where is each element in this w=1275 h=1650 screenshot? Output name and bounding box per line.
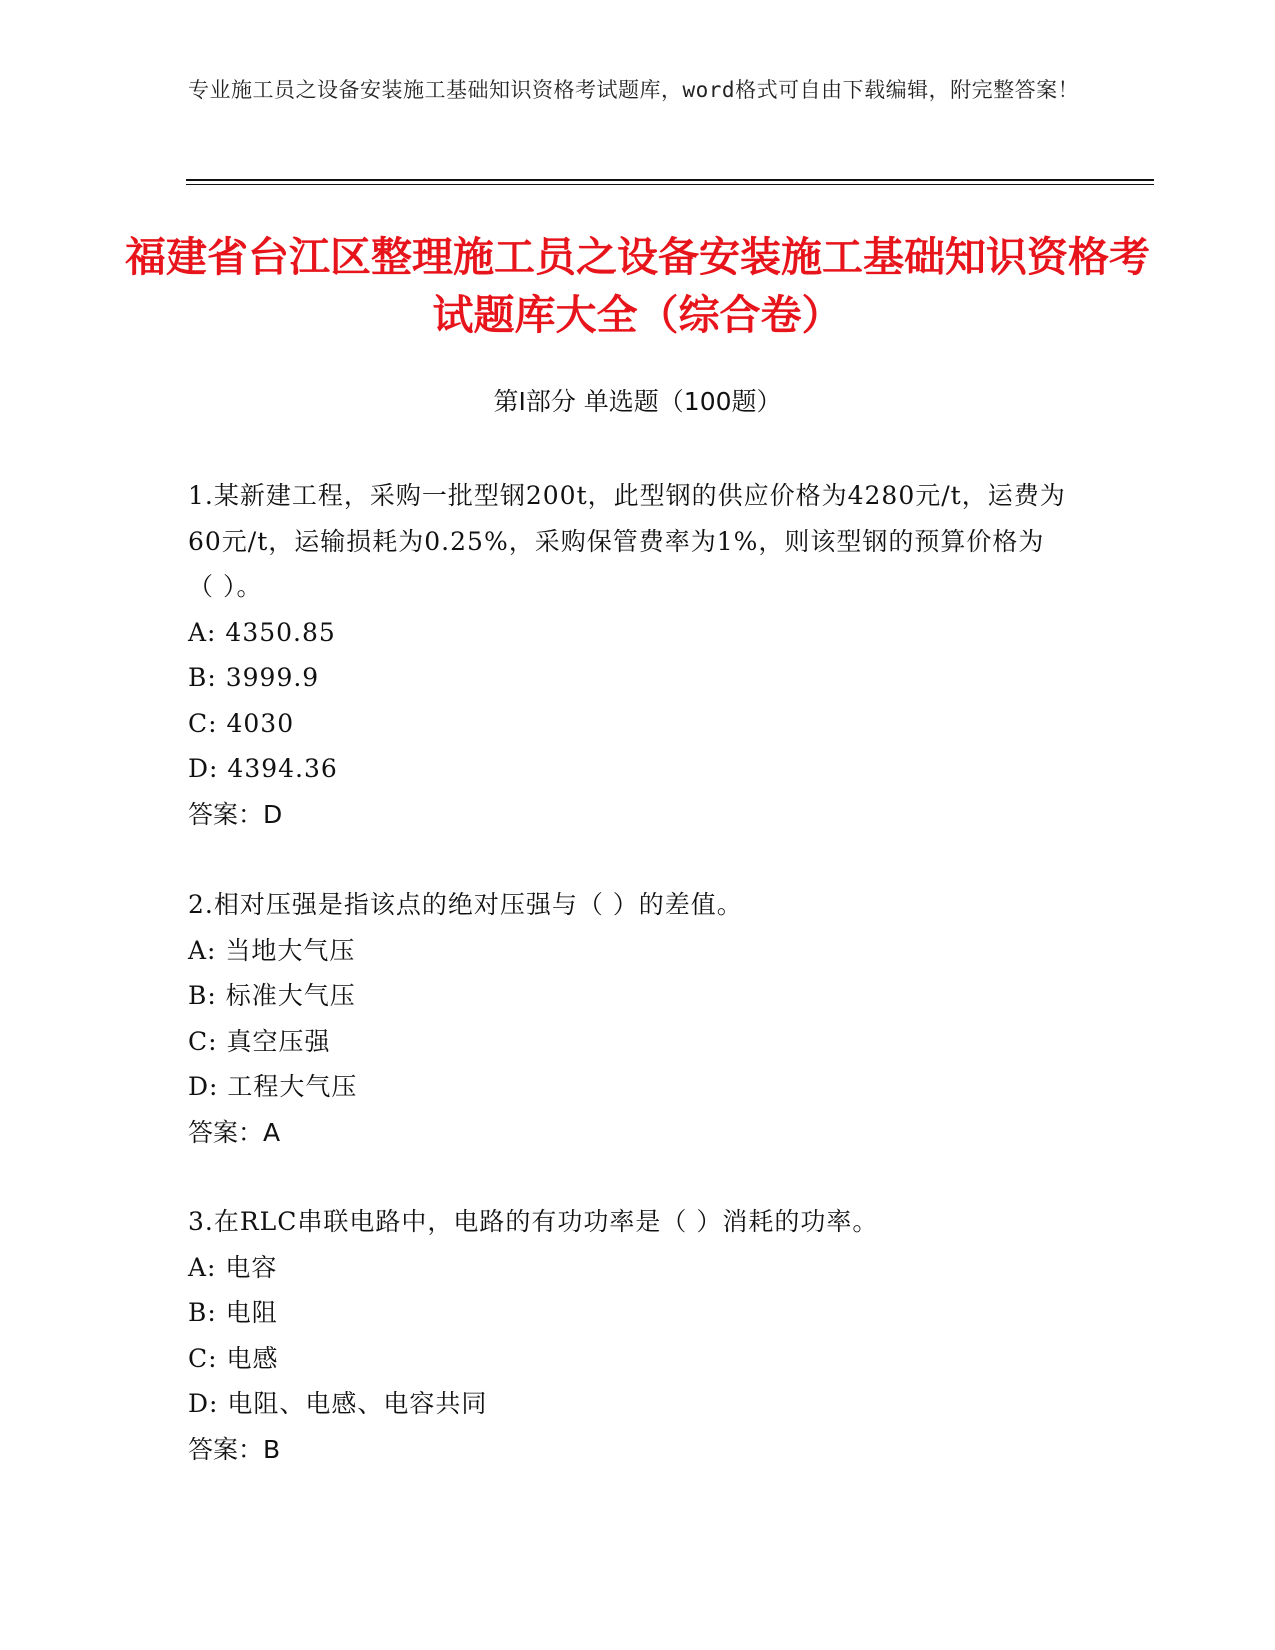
option-c: C: 4030 bbox=[188, 708, 295, 738]
option-d: D: 电阻、电感、电容共同 bbox=[188, 1389, 488, 1418]
section-title: 第Ⅰ部分 单选题（100题） bbox=[493, 387, 782, 416]
document-title: 福建省台江区整理施工员之设备安装施工基础知识资格考试题库大全（综合卷） bbox=[125, 233, 1150, 339]
option-a: A: 电容 bbox=[188, 1252, 278, 1282]
option-b: B: 标准大气压 bbox=[188, 981, 356, 1010]
question-stem: 1.某新建工程，采购一批型钢200t，此型钢的供应价格为4280元/t，运费为60元/t，运输损耗为0.25%，采购保管费率为1%，则该型钢的预算价格为（ ）。 bbox=[188, 481, 1066, 601]
option-c: C: 电感 bbox=[188, 1343, 279, 1373]
answer-line: 答案：A bbox=[188, 1117, 281, 1147]
option-b: B: 电阻 bbox=[188, 1298, 278, 1327]
option-a: A: 4350.85 bbox=[188, 617, 336, 647]
question-2 bbox=[188, 882, 1068, 1155]
option-d: D: 工程大气压 bbox=[188, 1072, 358, 1101]
question-3 bbox=[188, 1199, 1068, 1472]
option-d: D: 4394.36 bbox=[188, 754, 338, 783]
header-divider-thick bbox=[186, 179, 1154, 181]
option-c: C: 真空压强 bbox=[188, 1026, 331, 1056]
question-stem: 2.相对压强是指该点的绝对压强与（ ）的差值。 bbox=[188, 890, 743, 919]
header-note: 专业施工员之设备安装施工基础知识资格考试题库，word格式可自由下载编辑，附完整答案！ bbox=[188, 78, 1080, 102]
question-1 bbox=[188, 473, 1068, 837]
header-divider-thin bbox=[186, 184, 1154, 185]
option-b: B: 3999.9 bbox=[188, 663, 320, 692]
option-a: A: 当地大气压 bbox=[188, 935, 356, 965]
answer-line: 答案：D bbox=[188, 799, 283, 829]
answer-line: 答案：B bbox=[188, 1434, 281, 1464]
question-stem: 3.在RLC串联电路中，电路的有功功率是（ ）消耗的功率。 bbox=[188, 1207, 879, 1236]
